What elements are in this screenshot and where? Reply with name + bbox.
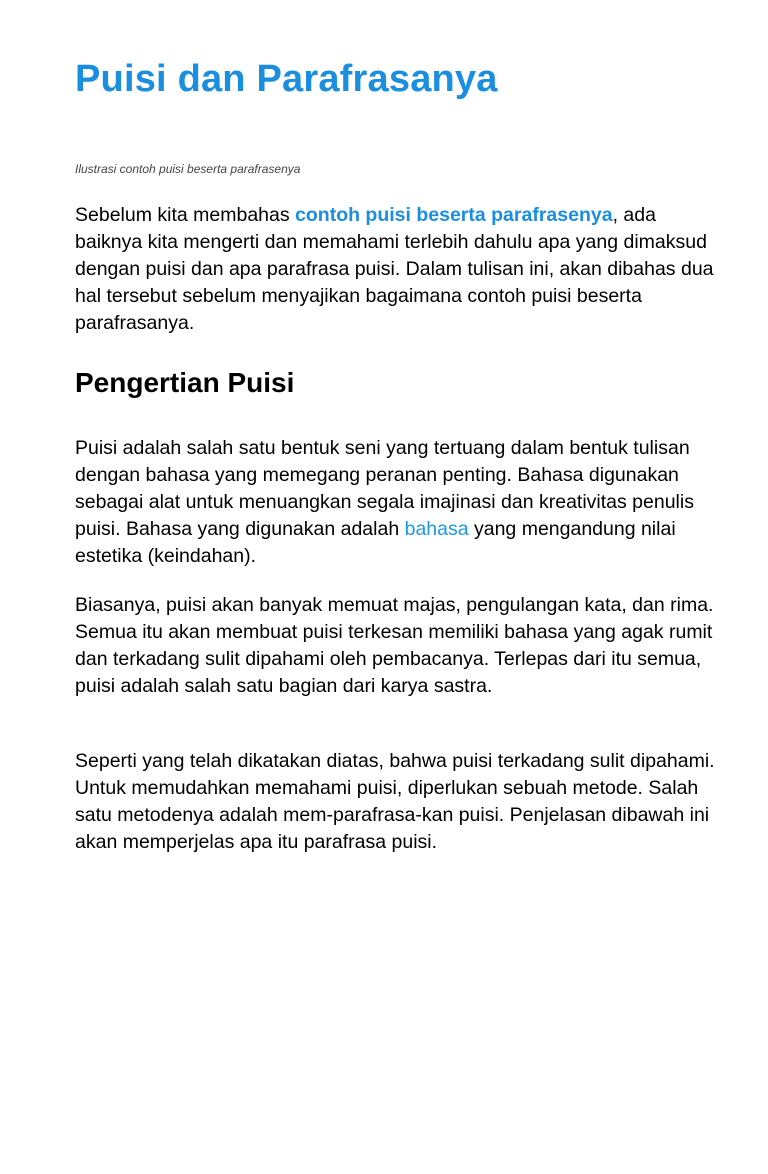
image-caption: Ilustrasi contoh puisi beserta parafrasenya bbox=[75, 162, 301, 176]
page-title: Puisi dan Parafrasanya bbox=[75, 58, 498, 100]
definition-paragraph bbox=[75, 435, 725, 570]
method-paragraph: Seperti yang telah dikatakan diatas, bahwa puisi terkadang sulit dipahami. Untuk memudahkan memahami puisi, diperlukan sebuah metode. Salah satu metodenya adalah mem-parafrasa-kan puisi. Penjelasan dibawah ini akan memperjelas apa itu parafrasa puisi. bbox=[75, 750, 715, 853]
intro-text-after: , ada baiknya kita mengerti dan memahami terlebih dahulu apa yang dimaksud dengan puisi dan apa parafrasa puisi. Dalam tulisan ini, akan dibahas dua hal tersebut sebelum menyajikan bagaimana contoh puisi beserta parafrasanya. bbox=[75, 204, 714, 334]
section-heading: Pengertian Puisi bbox=[75, 367, 295, 398]
intro-paragraph bbox=[75, 202, 715, 337]
contoh-puisi-link[interactable]: contoh puisi beserta parafrasenya bbox=[295, 204, 613, 226]
bahasa-link[interactable]: bahasa bbox=[404, 518, 469, 540]
definition-text-after: yang mengandung nilai estetika (keindahan). bbox=[75, 518, 676, 567]
intro-text-before: Sebelum kita membahas bbox=[75, 204, 296, 226]
features-paragraph: Biasanya, puisi akan banyak memuat majas, pengulangan kata, dan rima. Semua itu akan membuat puisi terkesan memiliki bahasa yang agak rumit dan terkadang sulit dipahami oleh pembacanya. Terlepas dari itu semua, puisi adalah salah satu bagian dari karya sastra. bbox=[75, 594, 714, 697]
definition-text-before: Puisi adalah salah satu bentuk seni yang tertuang dalam bentuk tulisan dengan bahasa yang memegang peranan penting. Bahasa digunakan sebagai alat untuk menuangkan segala imajinasi dan kreativitas penulis puisi. Bahasa yang digunakan adalah bbox=[75, 437, 694, 540]
